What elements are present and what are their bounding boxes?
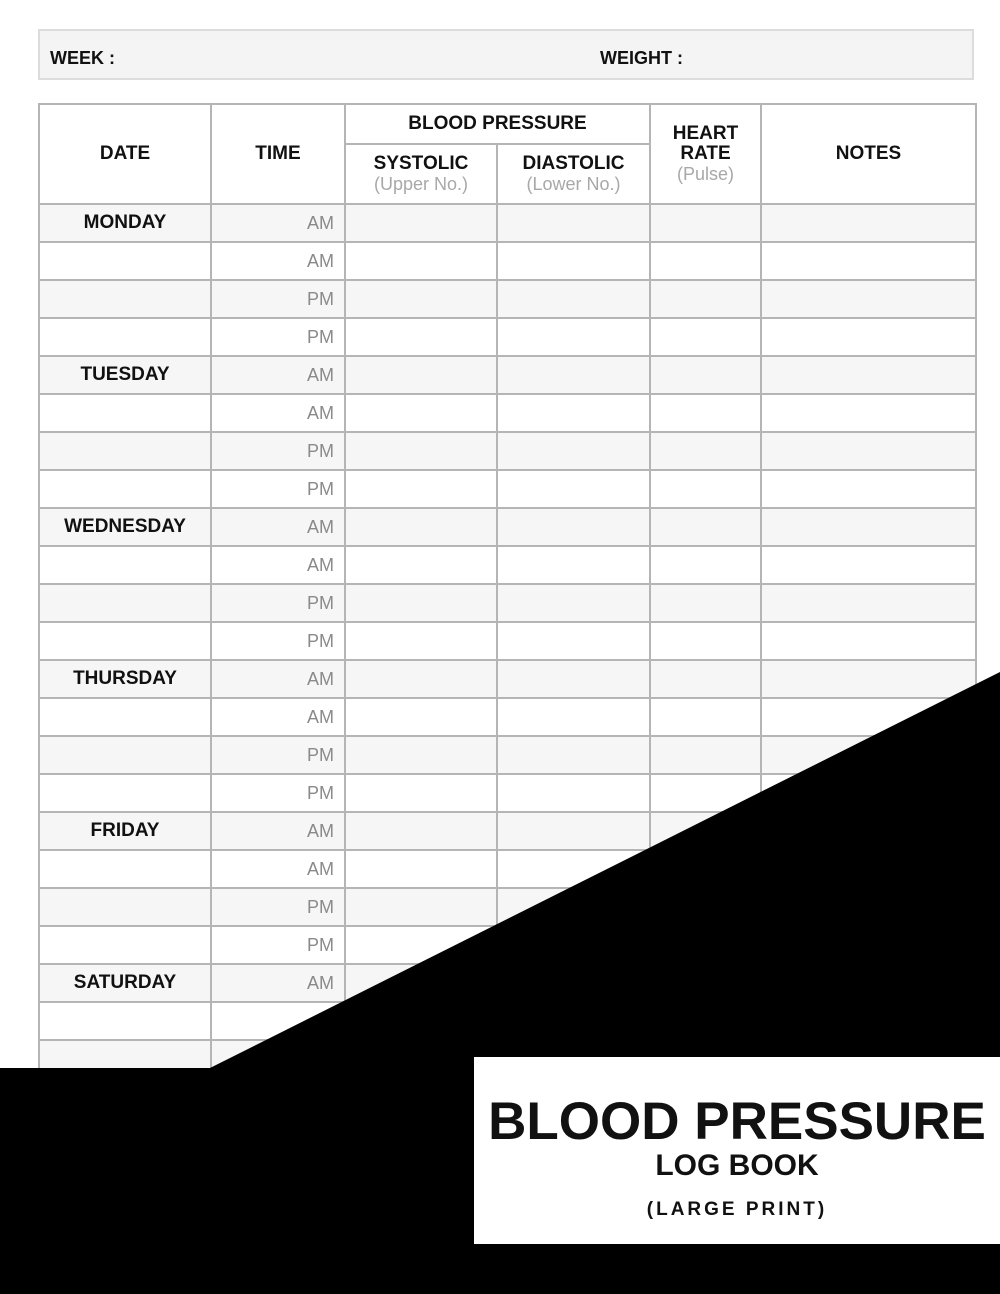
time-cell: AM	[211, 660, 345, 698]
day-cell: SATURDAY	[39, 964, 211, 1002]
day-cell: MONDAY	[39, 204, 211, 242]
time-cell: PM	[211, 926, 345, 964]
diastolic-label: DIASTOLIC	[522, 153, 625, 174]
diastolic-note: (Lower No.)	[526, 174, 621, 194]
systolic-label: SYSTOLIC	[373, 153, 469, 174]
time-cell: AM	[211, 812, 345, 850]
cover-title-box	[474, 1057, 1000, 1244]
time-cell: PM	[211, 470, 345, 508]
time-cell: AM	[211, 356, 345, 394]
weight-label: WEIGHT :	[600, 48, 683, 68]
time-cell: AM	[211, 964, 345, 1002]
day-cell: THURSDAY	[39, 660, 211, 698]
time-cell: AM	[211, 508, 345, 546]
time-cell: AM	[211, 394, 345, 432]
cover-subtitle: LOG BOOK	[655, 1149, 819, 1182]
time-header: TIME	[211, 104, 345, 204]
date-header: DATE	[39, 104, 211, 204]
time-cell: PM	[211, 584, 345, 622]
time-cell: PM	[211, 432, 345, 470]
heart-rate-line1: HEART	[672, 123, 739, 144]
notes-header: NOTES	[761, 104, 976, 204]
week-label: WEEK :	[50, 48, 115, 68]
time-cell: AM	[211, 850, 345, 888]
heart-rate-line2: RATE	[680, 143, 731, 164]
day-cell: FRIDAY	[39, 812, 211, 850]
pulse-note: (Pulse)	[676, 164, 734, 184]
day-cell: WEDNESDAY	[39, 508, 211, 546]
cover-title: BLOOD PRESSURE	[488, 1092, 986, 1151]
time-cell: AM	[211, 546, 345, 584]
cover-edition: (LARGE PRINT)	[646, 1199, 828, 1220]
blood-pressure-header: BLOOD PRESSURE	[345, 104, 650, 144]
time-cell: PM	[211, 622, 345, 660]
time-cell: AM	[211, 698, 345, 736]
time-cell: PM	[211, 736, 345, 774]
time-cell: PM	[211, 280, 345, 318]
time-cell: PM	[211, 888, 345, 926]
time-cell: AM	[211, 204, 345, 242]
time-cell: AM	[211, 242, 345, 280]
time-cell: PM	[211, 774, 345, 812]
systolic-note: (Upper No.)	[373, 174, 469, 194]
day-cell: TUESDAY	[39, 356, 211, 394]
time-cell: PM	[211, 318, 345, 356]
